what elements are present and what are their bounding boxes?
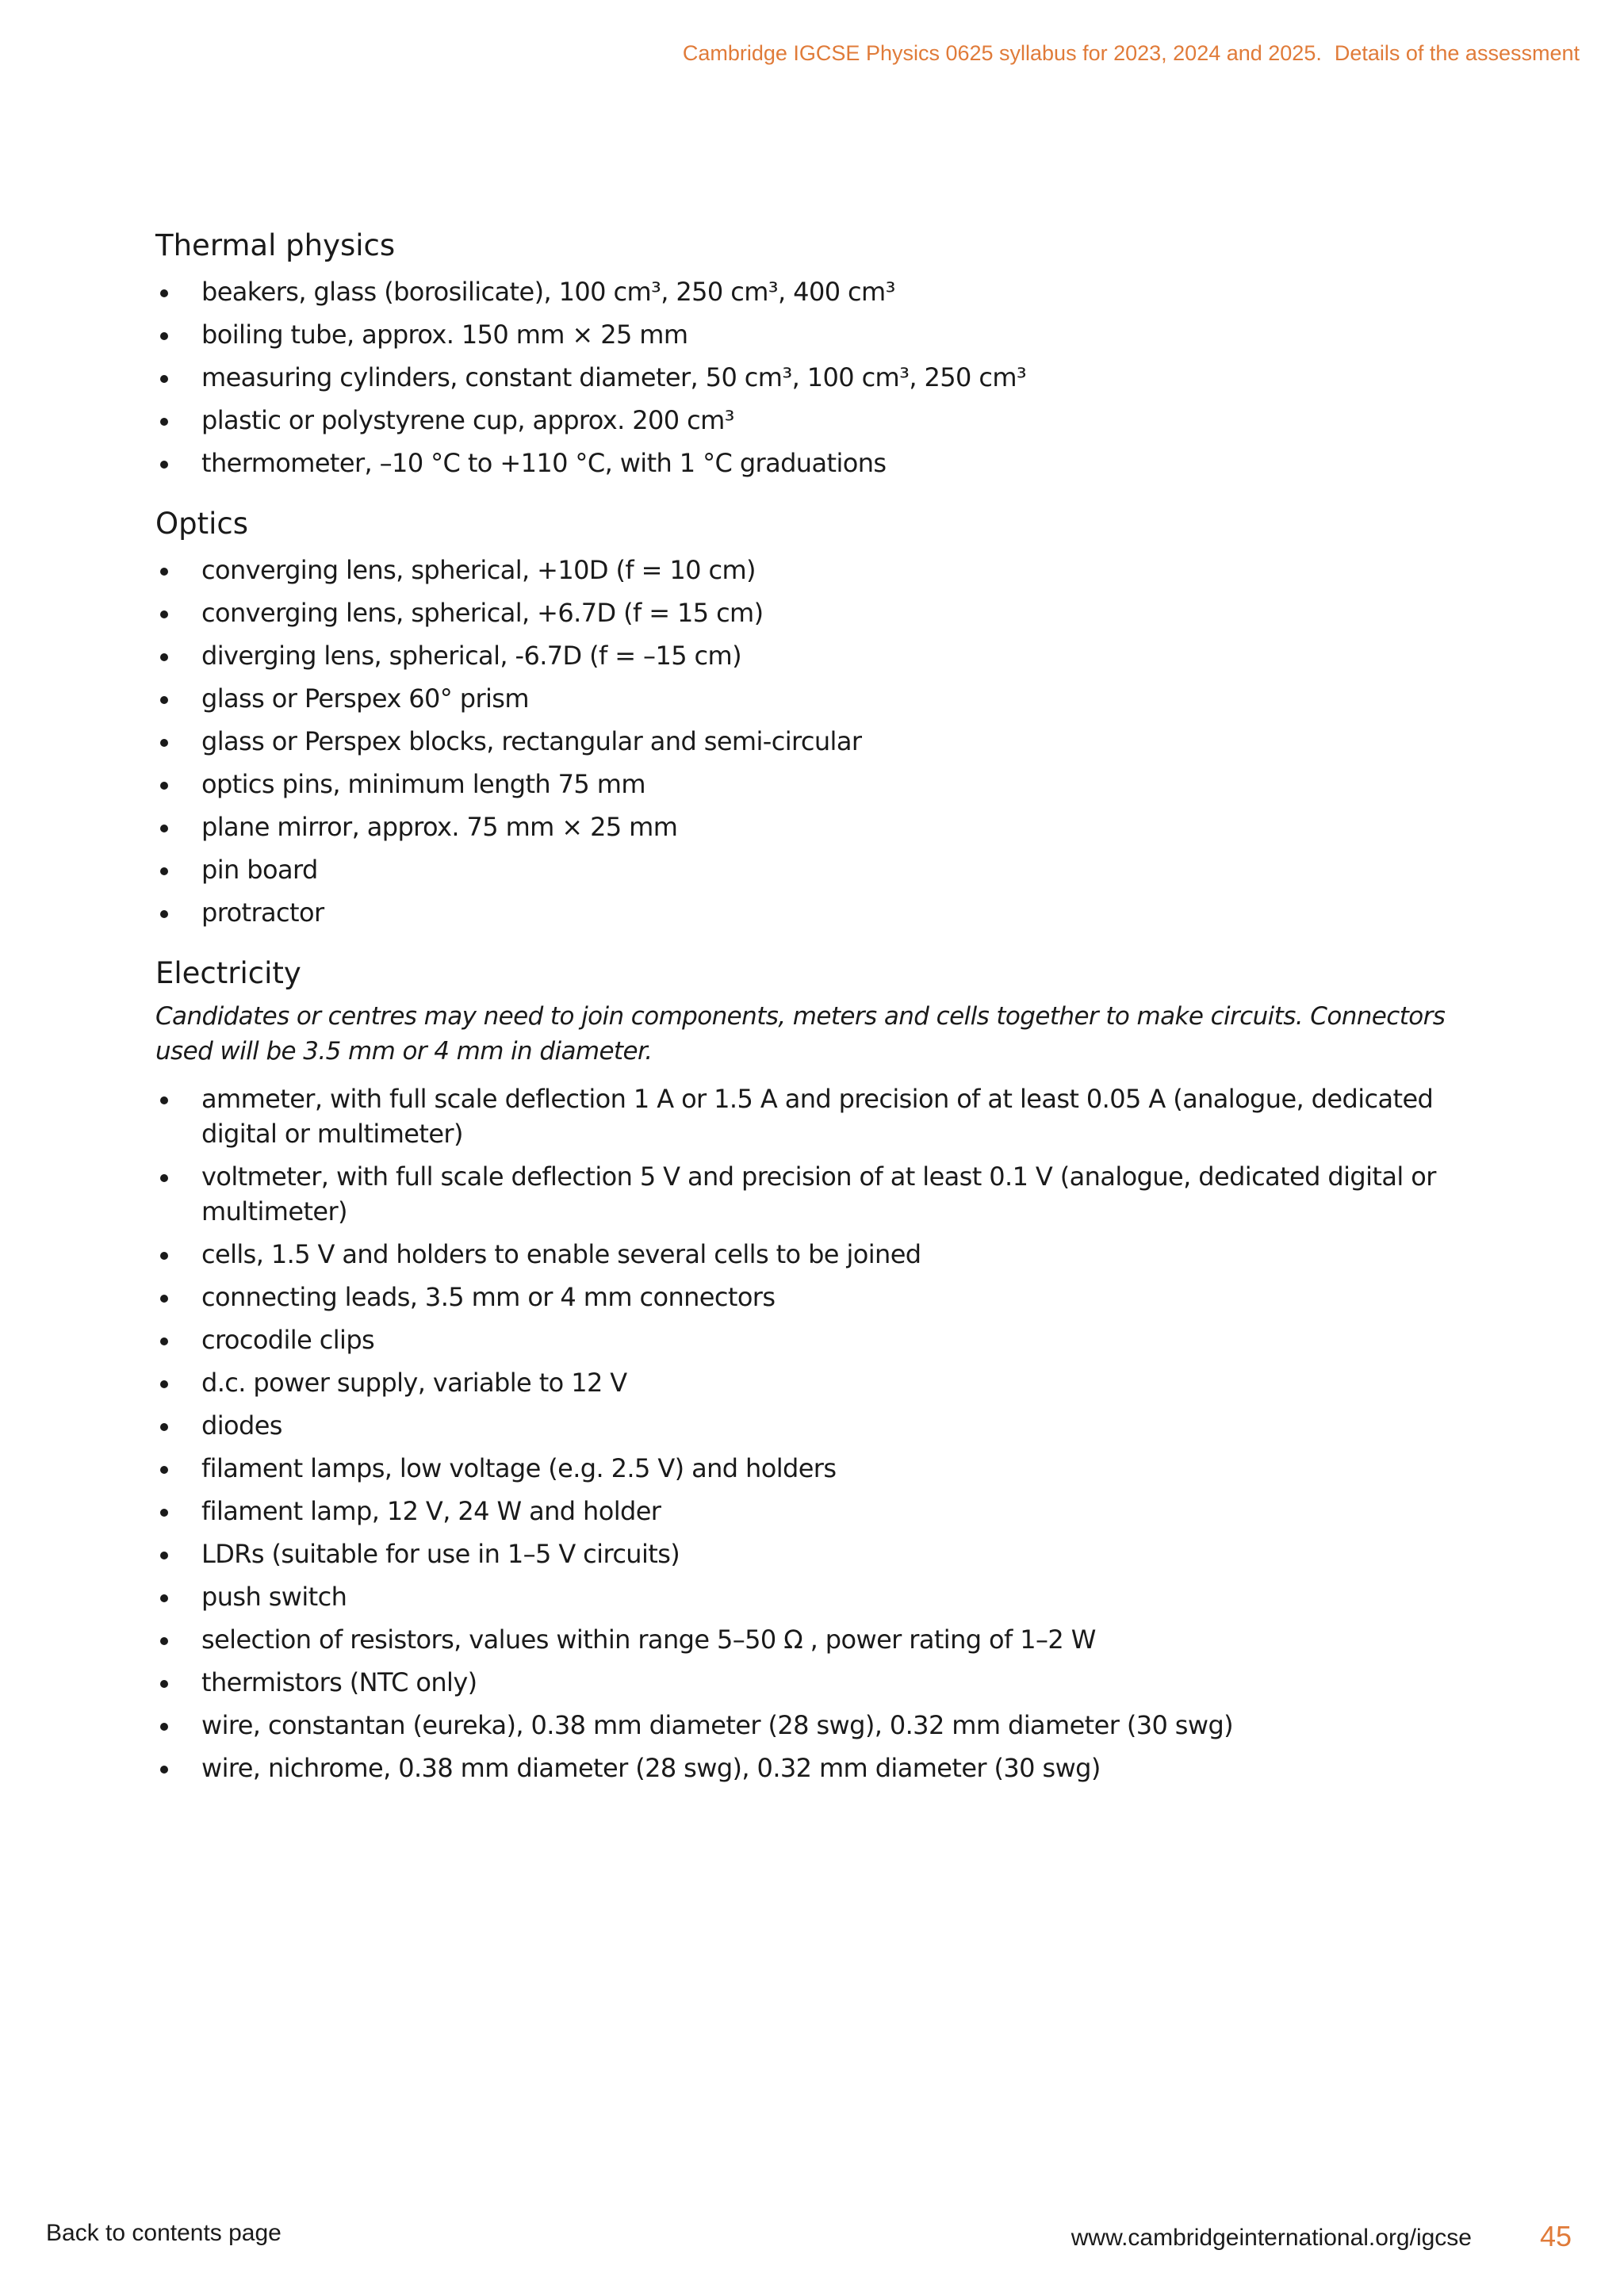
- list-item-text: pin board: [201, 855, 318, 885]
- list-item-text: measuring cylinders, constant diameter, 50 cm³, 100 cm³, 250 cm³: [201, 362, 1027, 392]
- list-item-text: LDRs (suitable for use in 1–5 V circuits): [201, 1539, 680, 1569]
- bullet-icon: [160, 1174, 168, 1182]
- bullet-icon: [160, 739, 168, 747]
- running-header: [683, 41, 1580, 66]
- bullet-icon: [160, 1466, 168, 1474]
- list-item-text: boiling tube, approx. 150 mm × 25 mm: [201, 320, 688, 350]
- list-item: [155, 681, 1488, 717]
- list-item: [155, 1451, 1488, 1487]
- list-item: [155, 1365, 1488, 1401]
- page-number: 45: [1539, 2220, 1572, 2252]
- list-item-text: push switch: [201, 1582, 347, 1612]
- bullet-icon: [160, 610, 168, 618]
- electricity-list: [155, 1081, 1488, 1786]
- header-title: Cambridge IGCSE Physics 0625 syllabus for 2023, 2024 and 2025.: [682, 41, 1322, 65]
- list-item-text: converging lens, spherical, +6.7D (f = 15 cm): [201, 598, 764, 628]
- header-section: Details of the assessment: [1334, 41, 1580, 65]
- list-item: [155, 1280, 1488, 1315]
- bullet-icon: [160, 375, 168, 383]
- list-item: [155, 1408, 1488, 1444]
- bullet-icon: [160, 867, 168, 875]
- website-link[interactable]: www.cambridgeinternational.org/igcse: [1071, 2225, 1472, 2251]
- list-item: [155, 1237, 1488, 1272]
- list-item: [155, 317, 1488, 353]
- bullet-icon: [160, 289, 168, 297]
- bullet-icon: [160, 1509, 168, 1517]
- list-item: [155, 809, 1488, 845]
- list-item-text: cells, 1.5 V and holders to enable several cells to be joined: [201, 1239, 921, 1269]
- list-item: [155, 274, 1488, 310]
- list-item-text: wire, constantan (eureka), 0.38 mm diameter (28 swg), 0.32 mm diameter (30 swg): [201, 1710, 1234, 1740]
- list-item-text: protractor: [201, 897, 324, 928]
- bullet-icon: [160, 1766, 168, 1774]
- bullet-icon: [160, 1337, 168, 1345]
- bullet-icon: [160, 1380, 168, 1388]
- list-item: [155, 724, 1488, 760]
- bullet-icon: [160, 1096, 168, 1104]
- page-content: [155, 220, 1488, 1804]
- bullet-icon: [160, 782, 168, 790]
- list-item-text: filament lamp, 12 V, 24 W and holder: [201, 1496, 661, 1526]
- list-item-text: glass or Perspex 60° prism: [201, 683, 529, 714]
- list-item: [155, 1536, 1488, 1572]
- optics-list: [155, 553, 1488, 931]
- list-item: [155, 1708, 1488, 1743]
- list-item-text: thermistors (NTC only): [201, 1667, 477, 1697]
- list-item-text: voltmeter, with full scale deflection 5 V and precision of at least 0.1 V (analogue, dedicated digital or multimeter): [201, 1161, 1436, 1226]
- list-item-text: thermometer, –10 °C to +110 °C, with 1 °C graduations: [201, 448, 887, 478]
- list-item: [155, 767, 1488, 802]
- list-item-text: converging lens, spherical, +10D (f = 10 cm): [201, 555, 756, 585]
- list-item-text: d.c. power supply, variable to 12 V: [201, 1368, 627, 1398]
- list-item: [155, 1322, 1488, 1358]
- bullet-icon: [160, 1252, 168, 1260]
- bullet-icon: [160, 696, 168, 704]
- electricity-note: Candidates or centres may need to join components, meters and cells together to make circuits. Connectors used will be 3.5 mm or 4 mm in diameter.: [155, 1002, 1446, 1066]
- list-item-text: optics pins, minimum length 75 mm: [201, 769, 645, 799]
- bullet-icon: [160, 825, 168, 832]
- list-item: [155, 595, 1488, 631]
- list-item: [155, 895, 1488, 931]
- bullet-icon: [160, 1423, 168, 1431]
- list-item: [155, 1159, 1488, 1229]
- list-item-text: connecting leads, 3.5 mm or 4 mm connectors: [201, 1282, 776, 1312]
- list-item: [155, 1081, 1488, 1151]
- list-item: [155, 360, 1488, 396]
- thermal-list: [155, 274, 1488, 481]
- list-item: [155, 1622, 1488, 1658]
- bullet-icon: [160, 1637, 168, 1645]
- list-item: [155, 446, 1488, 481]
- list-item-text: filament lamps, low voltage (e.g. 2.5 V) and holders: [201, 1453, 837, 1483]
- bullet-icon: [160, 910, 168, 918]
- bullet-icon: [160, 1295, 168, 1303]
- list-item-text: selection of resistors, values within range 5–50 Ω , power rating of 1–2 W: [201, 1624, 1096, 1655]
- section-title-thermal: Thermal physics: [155, 228, 396, 262]
- bullet-icon: [160, 418, 168, 426]
- list-item: [155, 1665, 1488, 1701]
- list-item: [155, 1751, 1488, 1786]
- bullet-icon: [160, 332, 168, 340]
- bullet-icon: [160, 653, 168, 661]
- list-item-text: plane mirror, approx. 75 mm × 25 mm: [201, 812, 678, 842]
- bullet-icon: [160, 1594, 168, 1602]
- list-item-text: glass or Perspex blocks, rectangular and semi-circular: [201, 726, 862, 756]
- section-title-electricity: Electricity: [155, 956, 301, 990]
- list-item-text: crocodile clips: [201, 1325, 375, 1355]
- bullet-icon: [160, 461, 168, 469]
- back-to-contents-link[interactable]: Back to contents page: [46, 2220, 282, 2246]
- list-item: [155, 1579, 1488, 1615]
- bullet-icon: [160, 568, 168, 576]
- section-electricity: [155, 948, 1488, 1786]
- bullet-icon: [160, 1680, 168, 1688]
- section-title-optics: Optics: [155, 507, 249, 541]
- list-item-text: wire, nichrome, 0.38 mm diameter (28 swg), 0.32 mm diameter (30 swg): [201, 1753, 1101, 1783]
- list-item: [155, 403, 1488, 438]
- list-item-text: ammeter, with full scale deflection 1 A or 1.5 A and precision of at least 0.05 A (analogue, dedicated digital or multimeter): [201, 1084, 1434, 1149]
- list-item: [155, 852, 1488, 888]
- bullet-icon: [160, 1723, 168, 1731]
- list-item: [155, 1494, 1488, 1529]
- list-item: [155, 638, 1488, 674]
- list-item-text: plastic or polystyrene cup, approx. 200 cm³: [201, 405, 734, 435]
- section-optics: [155, 499, 1488, 931]
- list-item-text: diodes: [201, 1410, 282, 1441]
- bullet-icon: [160, 1552, 168, 1559]
- list-item: [155, 553, 1488, 588]
- list-item-text: beakers, glass (borosilicate), 100 cm³, 250 cm³, 400 cm³: [201, 277, 895, 307]
- list-item-text: diverging lens, spherical, -6.7D (f = –15 cm): [201, 641, 742, 671]
- section-thermal-physics: [155, 220, 1488, 481]
